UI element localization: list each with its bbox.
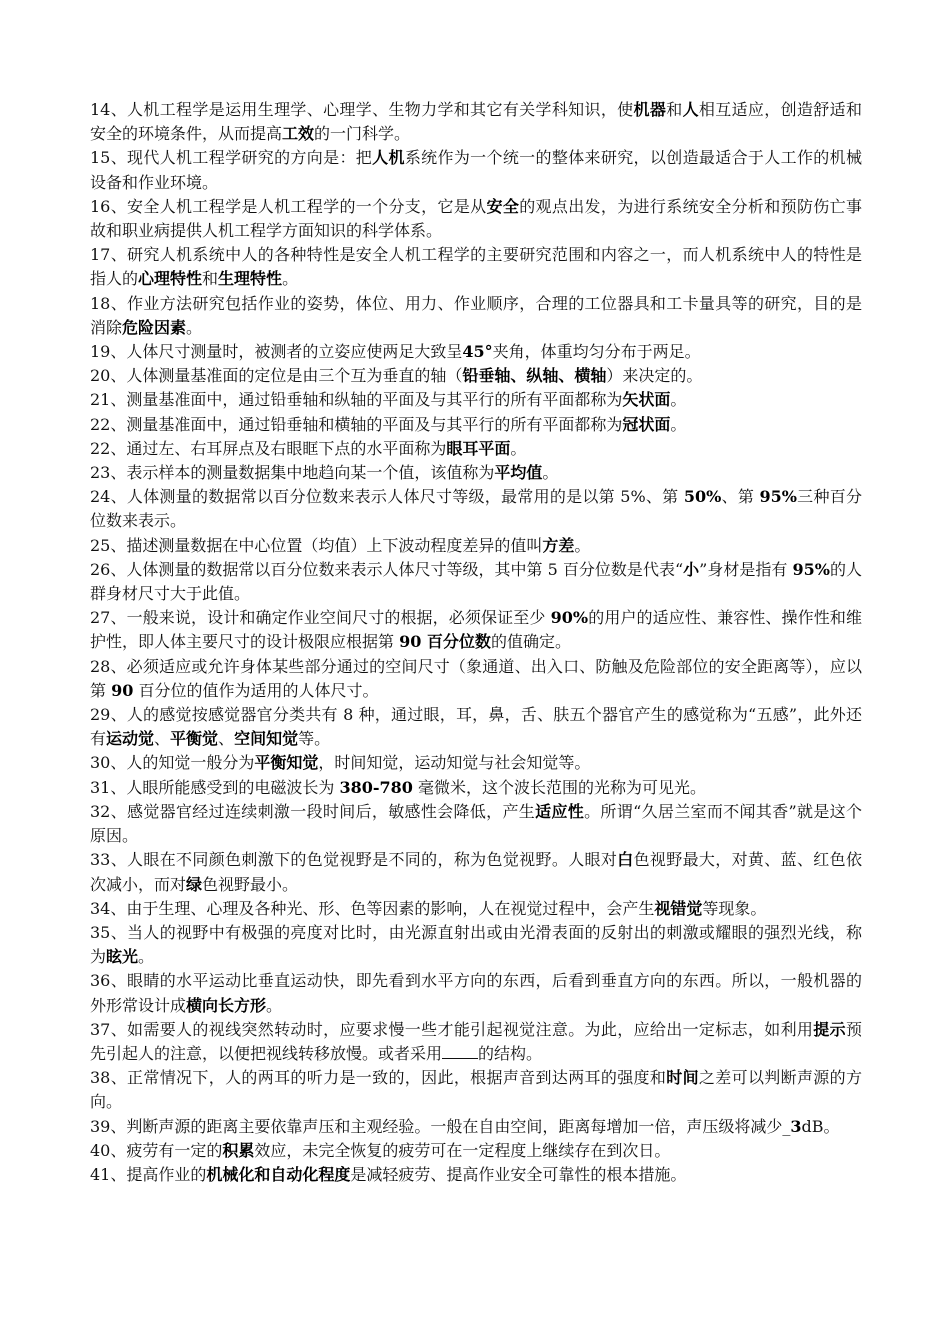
paragraph-item xyxy=(90,606,862,654)
bold-answer: 人 xyxy=(682,100,699,119)
text-segment: 38、正常情况下，人的两耳的听力是一致的，因此，根据声音到达两耳的强度和 xyxy=(90,1068,667,1088)
text-segment: ）来决定的。 xyxy=(606,366,703,386)
text-segment: 。所谓“久居兰室而不闻其香”就是这个原因。 xyxy=(90,801,862,846)
text-segment: 14、人机工程学是运用生理学、心理学、生物力学和其它有关学科知识，使 xyxy=(90,100,634,119)
paragraph-item xyxy=(90,485,862,533)
bold-answer: 冠状面 xyxy=(622,414,671,434)
text-segment: 19、人体尺寸测量时，被测者的立姿应使两足大致呈 xyxy=(90,342,463,362)
paragraph-item xyxy=(90,461,862,485)
paragraph-item xyxy=(90,364,862,388)
text-segment: 22、通过左、右耳屏点及右眼眶下点的水平面称为 xyxy=(90,438,447,458)
paragraph-item xyxy=(90,1163,862,1187)
text-segment: 。 xyxy=(138,947,155,967)
bold-answer: 方差 xyxy=(542,535,575,555)
bold-answer: 90% xyxy=(550,608,589,628)
paragraph-item xyxy=(90,340,862,364)
text-segment: 。 xyxy=(282,269,299,289)
bold-answer: 90 xyxy=(111,680,134,700)
bold-answer: 视错觉 xyxy=(654,898,703,918)
paragraph-item xyxy=(90,146,862,194)
bold-answer: 平衡觉 xyxy=(170,729,219,749)
text-segment: 30、人的知觉一般分为 xyxy=(90,753,255,773)
paragraph-item xyxy=(90,534,862,558)
text-segment: 的观点出发，为进行系统安全分析和预防伤亡事故和职业病提供人机工程学方面知识的科学体系。 xyxy=(90,196,862,241)
text-segment: 的结构。 xyxy=(478,1043,543,1063)
text-segment: 等。 xyxy=(298,729,331,749)
text-segment: 29、人的感觉按感觉器官分类共有 8 种，通过眼，耳，鼻，舌、肤五个器官产生的感觉称为“五感”，此外还有 xyxy=(90,705,862,749)
text-segment: 百分位的值作为适用的人体尺寸。 xyxy=(133,680,379,700)
bold-answer: 矢状面 xyxy=(622,390,671,410)
text-segment: 17、研究人机系统中人的各种特性是安全人机工程学的主要研究范围和内容之一，而人机系统中人的特性是指人的 xyxy=(90,245,862,289)
text-segment: 。 xyxy=(510,438,527,458)
paragraph-item xyxy=(90,292,862,340)
bold-answer: 小 xyxy=(683,559,700,579)
text-segment: 20、人体测量基准面的定位是由三个互为垂直的轴（ xyxy=(90,366,463,386)
paragraph-item xyxy=(90,1139,862,1163)
paragraph-item xyxy=(90,776,862,800)
bold-answer: 45° xyxy=(462,342,493,362)
bold-answer: 心理特性 xyxy=(138,269,203,289)
text-segment: ”身材是指有 xyxy=(699,559,793,579)
text-segment: 、第 xyxy=(721,487,760,507)
text-segment: 18、作业方法研究包括作业的姿势，体位、用力、作业顺序，合理的工位器具和工卡量具等的研究，目的是消除 xyxy=(90,293,862,337)
bold-answer: 380-780 xyxy=(339,777,413,797)
text-segment: 27、一般来说，设计和确定作业空间尺寸的根据，必须保证至少 xyxy=(90,608,551,628)
text-segment: 色视野最大，对黄、蓝、红色依次减小，而对 xyxy=(90,850,862,894)
text-segment: 之差可以判断声源的方向。 xyxy=(90,1068,862,1112)
bold-answer: 危险因素 xyxy=(122,317,187,337)
paragraph-item xyxy=(90,413,862,437)
text-segment: 。 xyxy=(266,995,283,1015)
text-segment: 34、由于生理、心理及各种光、形、色等因素的影响，人在视觉过程中，会产生 xyxy=(90,898,655,918)
text-segment: 16、安全人机工程学是人机工程学的一个分支，它是从 xyxy=(90,196,487,216)
paragraph-item xyxy=(90,388,862,412)
text-segment: 36、眼睛的水平运动比垂直运动快，即先看到水平方向的东西，后看到垂直方向的东西。所以，一般机器的外形常设计成 xyxy=(90,971,862,1015)
text-segment: 效应，未完全恢复的疲劳可在一定程度上继续存在到次日。 xyxy=(254,1140,671,1160)
bold-answer: 时间 xyxy=(666,1068,699,1088)
text-segment: 。 xyxy=(670,390,687,410)
bold-answer: 空间知觉 xyxy=(234,729,299,749)
bold-answer: 眩光 xyxy=(106,947,139,967)
text-segment: 的值确定。 xyxy=(490,632,571,652)
text-segment: 和 xyxy=(666,100,683,119)
paragraph-item xyxy=(90,98,862,146)
text-segment: 41、提高作业的 xyxy=(90,1164,207,1184)
bold-answer: 工效 xyxy=(282,124,315,144)
text-segment: 24、人体测量的数据常以百分位数来表示人体尺寸等级，最常用的是以第 5%、第 xyxy=(90,487,684,507)
paragraph-item xyxy=(90,969,862,1017)
paragraph-item xyxy=(90,897,862,921)
bold-answer: 生理特性 xyxy=(218,269,283,289)
paragraph-item xyxy=(90,437,862,461)
bold-answer: 人机 xyxy=(372,148,405,168)
text-segment: 25、描述测量数据在中心位置（均值）上下波动程度差异的值叫 xyxy=(90,535,543,555)
bold-answer: 运动觉 xyxy=(106,729,155,749)
document-body xyxy=(90,98,862,1187)
text-segment: 毫微米，这个波长范围的光称为可见光。 xyxy=(412,777,706,797)
text-segment: 32、感觉器官经过连续刺激一段时间后，敏感性会降低，产生 xyxy=(90,801,536,821)
text-segment: 26、人体测量的数据常以百分位数来表示人体尺寸等级，其中第 5 百分位数是代表“ xyxy=(90,559,684,579)
paragraph-item xyxy=(90,243,862,291)
bold-answer: 机器 xyxy=(633,100,667,119)
text-segment: 39、判断声源的距离主要依靠声压和主观经验。一般在自由空间，距离每增加一倍，声压级将减少_ xyxy=(90,1116,791,1136)
bold-answer: 安全 xyxy=(486,196,520,216)
text-segment: 31、人眼所能感受到的电磁波长为 xyxy=(90,777,340,797)
paragraph-item xyxy=(90,751,862,775)
text-segment: 28、必须适应或允许身体某些部分通过的空间尺寸（象通道、出入口、防触及危险部位的安全距离等），应以第 xyxy=(90,656,862,700)
bold-answer: 白 xyxy=(617,850,634,870)
text-segment: 色视野最小。 xyxy=(202,874,299,894)
bold-answer: 铅垂轴、纵轴、横轴 xyxy=(462,366,607,386)
text-segment: 。 xyxy=(670,414,687,434)
text-segment: 等现象。 xyxy=(702,898,767,918)
paragraph-item xyxy=(90,800,862,848)
paragraph-item xyxy=(90,195,862,243)
bold-answer: 积累 xyxy=(222,1140,255,1160)
paragraph-item xyxy=(90,848,862,896)
text-segment: 的一门科学。 xyxy=(314,124,411,144)
text-segment: 和 xyxy=(202,269,219,289)
text-segment: 22、测量基准面中，通过铅垂轴和横轴的平面及与其平行的所有平面都称为 xyxy=(90,414,623,434)
text-segment: 、 xyxy=(218,729,235,749)
paragraph-item xyxy=(90,655,862,703)
bold-answer: 适应性 xyxy=(535,801,585,821)
paragraph-item xyxy=(90,921,862,969)
text-segment: 23、表示样本的测量数据集中地趋向某一个值，该值称为 xyxy=(90,463,495,483)
bold-answer: 提示 xyxy=(813,1019,846,1039)
text-segment: 。 xyxy=(574,535,591,555)
bold-answer: 3 xyxy=(790,1116,802,1136)
text-segment: 是减轻疲劳、提高作业安全可靠性的根本措施。 xyxy=(350,1164,687,1184)
text-segment: 三种百分位数来表示。 xyxy=(90,487,862,531)
text-segment: 21、测量基准面中，通过铅垂轴和纵轴的平面及与其平行的所有平面都称为 xyxy=(90,390,623,410)
text-segment: 夹角，体重均匀分布于两足。 xyxy=(492,342,701,362)
bold-answer: 平衡知觉 xyxy=(254,753,319,773)
bold-answer: 绿 xyxy=(186,874,203,894)
bold-answer: 50% xyxy=(683,487,722,507)
paragraph-item xyxy=(90,558,862,606)
text-segment: 系统作为一个统一的整体来研究，以创造最适合于人工作的机械设备和作业环境。 xyxy=(90,148,862,192)
bold-answer: 90 百分位数 xyxy=(399,632,491,652)
bold-answer: 眼耳平面 xyxy=(446,438,511,458)
text-segment: 的人群身材尺寸大于此值。 xyxy=(90,559,862,604)
bold-answer: 横向长方形 xyxy=(186,995,267,1015)
bold-answer: 95% xyxy=(759,487,797,507)
text-segment: 预先引起人的注意，以便把视线转移放慢。或者采用 xyxy=(90,1019,862,1063)
paragraph-item xyxy=(90,703,862,751)
paragraph-item xyxy=(90,1018,862,1066)
text-segment: 15、现代人机工程学研究的方向是：把 xyxy=(90,148,373,168)
text-segment: 40、疲劳有一定的 xyxy=(90,1140,223,1160)
bold-answer: 95% xyxy=(792,559,830,579)
text-segment: 37、如需要人的视线突然转动时，应要求慢一些才能引起视觉注意。为此，应给出一定标志，如利用 xyxy=(90,1019,814,1039)
text-segment: dB。 xyxy=(801,1116,840,1136)
text-segment: ，时间知觉，运动知觉与社会知觉等。 xyxy=(318,753,591,773)
text-segment: 相互适应，创造舒适和安全的环境条件，从而提高 xyxy=(90,100,862,144)
fill-in-blank xyxy=(442,1044,478,1059)
text-segment: 。 xyxy=(542,463,559,483)
text-segment: 33、人眼在不同颜色刺激下的色觉视野是不同的，称为色觉视野。人眼对 xyxy=(90,850,618,870)
paragraph-item xyxy=(90,1115,862,1139)
text-segment: 的用户的适应性、兼容性、操作性和维护性，即人体主要尺寸的设计极限应根据第 xyxy=(90,608,862,652)
bold-answer: 机械化和自动化程度 xyxy=(206,1164,351,1184)
paragraph-item xyxy=(90,1066,862,1114)
text-segment: 35、当人的视野中有极强的亮度对比时，由光源直射出或由光滑表面的反射出的刺激或耀眼的强烈光线，称为 xyxy=(90,922,862,967)
text-segment: 。 xyxy=(186,317,203,337)
text-segment: 、 xyxy=(154,729,171,749)
bold-answer: 平均值 xyxy=(494,463,543,483)
